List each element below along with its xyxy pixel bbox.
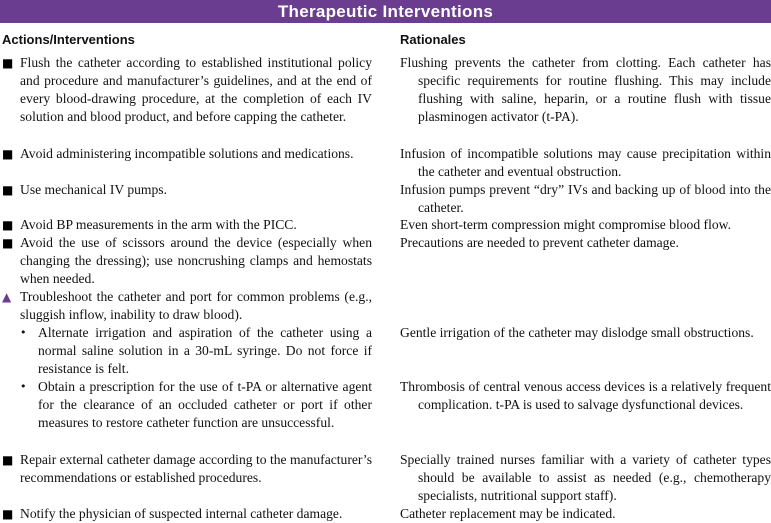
rationale-cell bbox=[400, 181, 771, 217]
rationale-cell bbox=[400, 324, 771, 342]
section-banner: Therapeutic Interventions bbox=[0, 0, 771, 23]
rationale-text: Thrombosis of central venous access devices is a relatively frequent complication. t-PA is used to salvage dysfunctional devices. bbox=[400, 379, 771, 412]
action-text: Alternate irrigation and aspiration of the catheter using a normal saline solution in a 30-mL syringe. Do not force if resistance is felt. bbox=[38, 325, 372, 376]
action-cell bbox=[2, 451, 372, 487]
actions-column-header: Actions/Interventions bbox=[2, 32, 135, 47]
action-text: Use mechanical IV pumps. bbox=[20, 182, 167, 197]
rationale-cell bbox=[400, 234, 771, 252]
square-bullet-icon: ■ bbox=[2, 147, 14, 161]
rationale-text: Even short-term compression might compromise blood flow. bbox=[400, 217, 731, 232]
rationale-cell bbox=[400, 451, 771, 505]
rationale-text: Catheter replacement may be indicated. bbox=[400, 506, 616, 521]
rationale-cell bbox=[400, 378, 771, 414]
rationale-text: Flushing prevents the catheter from clotting. Each catheter has specific requirements for routine flushing. This may include flushing with saline, heparin, or a routine flush with tissue plasminogen activator (t-PA). bbox=[400, 55, 771, 124]
square-bullet-icon: ■ bbox=[2, 507, 14, 521]
rationale-text: Gentle irrigation of the catheter may dislodge small obstructions. bbox=[400, 325, 754, 340]
rationale-cell bbox=[400, 216, 771, 234]
rationale-text: Precautions are needed to prevent catheter damage. bbox=[400, 235, 679, 250]
action-text: Avoid BP measurements in the arm with the PICC. bbox=[20, 217, 297, 232]
dot-bullet-icon: • bbox=[20, 380, 27, 393]
action-text: Avoid administering incompatible solutions and medications. bbox=[20, 146, 354, 161]
rationale-cell bbox=[400, 54, 771, 126]
action-cell bbox=[2, 145, 372, 163]
rationale-text: Specially trained nurses familiar with a variety of catheter types should be available to assist as needed (e.g., chemotherapy specialists, nutritional support staff). bbox=[400, 452, 771, 503]
action-cell bbox=[2, 505, 372, 523]
action-text: Repair external catheter damage according to the manufacturer’s recommendations or established procedures. bbox=[20, 452, 372, 485]
action-text: Troubleshoot the catheter and port for common problems (e.g., sluggish inflow, inability to draw blood). bbox=[20, 289, 372, 322]
action-text: Obtain a prescription for the use of t-PA or alternative agent for the clearance of an occluded catheter or port if other measures to restore catheter function are unsuccessful. bbox=[38, 379, 372, 430]
triangle-bullet-icon: ▲ bbox=[2, 290, 12, 304]
action-text: Avoid the use of scissors around the device (especially when changing the dressing); use noncrushing clamps and hemostats when needed. bbox=[20, 235, 372, 286]
rationale-text: Infusion pumps prevent “dry” IVs and backing up of blood into the catheter. bbox=[400, 182, 771, 215]
dot-bullet-icon: • bbox=[20, 326, 27, 339]
square-bullet-icon: ■ bbox=[2, 56, 14, 70]
action-cell bbox=[38, 324, 372, 378]
action-text: Notify the physician of suspected internal catheter damage. bbox=[20, 506, 343, 521]
rationales-column-header: Rationales bbox=[400, 32, 466, 47]
square-bullet-icon: ■ bbox=[2, 183, 14, 197]
square-bullet-icon: ■ bbox=[2, 453, 14, 467]
square-bullet-icon: ■ bbox=[2, 218, 14, 232]
action-cell bbox=[38, 378, 372, 432]
action-cell bbox=[2, 288, 372, 324]
rationale-cell bbox=[400, 505, 771, 523]
action-cell bbox=[2, 181, 372, 199]
square-bullet-icon: ■ bbox=[2, 236, 14, 250]
action-text: Flush the catheter according to established institutional policy and procedure and manufacturer’s guidelines, and at the end of every blood-drawing procedure, at the completion of each IV solution and blood product, and before capping the catheter. bbox=[20, 55, 372, 124]
action-cell bbox=[2, 216, 372, 234]
action-cell bbox=[2, 234, 372, 288]
rationale-cell bbox=[400, 145, 771, 181]
rationale-text: Infusion of incompatible solutions may cause precipitation within the catheter and eventual obstruction. bbox=[400, 146, 771, 179]
action-cell bbox=[2, 54, 372, 126]
